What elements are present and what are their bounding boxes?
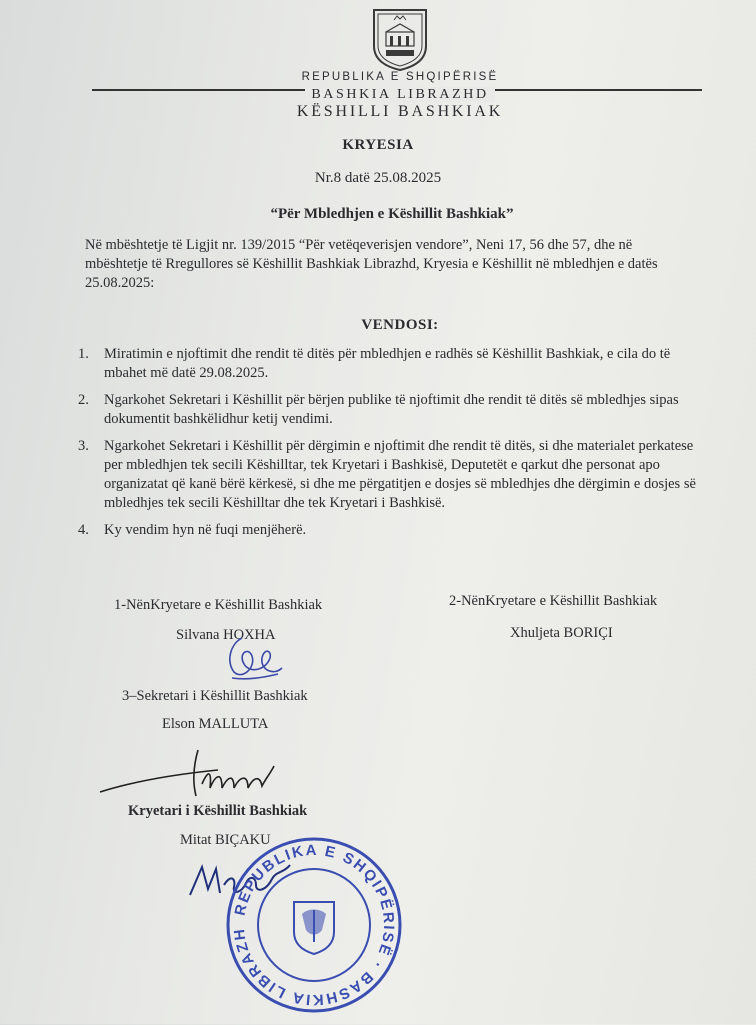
decision-title: VENDOSI: (361, 317, 439, 333)
preamble-paragraph: Në mbështetje të Ligjit nr. 139/2015 “Për vetëqeverisjen vendore”, Neni 17, 56 dhe 57, dhe në mbështetje të Rregullores së Këshillit Bashkiak Librazhd, Kryesia e Këshillit në mbledhjen e datës 25.08.2025: (85, 237, 658, 291)
document-subject: “Për Mbledhjen e Këshillit Bashkiak” (270, 206, 514, 222)
official-stamp (224, 830, 404, 1020)
country-name: REPUBLIKA E SHQIPËRISË (301, 71, 499, 83)
municipality-emblem (366, 6, 434, 72)
decision-list (78, 345, 698, 548)
chair-title: Kryetari i Këshillit Bashkiak (128, 803, 308, 819)
deputy-chair-1-title: 1-NënKryetare e Këshillit Bashkiak (114, 597, 323, 613)
deputy-chair-2-name: Xhuljeta BORIÇI (510, 625, 613, 641)
deputy-chair-1-name: Silvana HOXHA (176, 627, 276, 643)
list-item: 2. Ngarkohet Sekretari i Këshillit për bërjen publike të njoftimit dhe rendit të ditës së mbledhjes sipas dokumentit bashkëlidhur ketij vendimi. (78, 392, 679, 427)
signature-scribble-2 (98, 740, 298, 810)
secretary-title: 3–Sekretari i Këshillit Bashkiak (122, 688, 308, 704)
municipality-name: BASHKIA LIBRAZHD (0, 87, 756, 103)
document-number: Nr.8 datë 25.08.2025 (314, 170, 442, 186)
list-item: 1. Miratimin e njoftimit dhe rendit të ditës për mbledhjen e radhës së Këshillit Bashkiak, e cila do të mbahet më datë 29.08.2025. (78, 346, 671, 381)
list-item: 3. Ngarkohet Sekretari i Këshillit për dërgimin e njoftimit dhe rendit të ditës, si dhe materialet perkatese per mbledhjen tek secili Këshilltar, tek Kryetari i Bashkisë, Deputetët e qarkut dhe personat apo organizatat që kanë bërë kërkesë, si dhe me përgatitjen e dosjes së mbledhjes dhe dërgimin e dosjes së mbledhjes tek secili Këshilltar dhe tek Kryetari i Bashkisë. (78, 438, 696, 511)
council-name: KËSHILLI BASHKIAK (296, 103, 504, 120)
document-heading: KRYESIA (342, 137, 414, 153)
stamp-ring-text: REPUBLIKA E SHQIPËRISË · BASHKIA LIBRAZH (230, 841, 398, 1009)
list-item: 4. Ky vendim hyn në fuqi menjëherë. (78, 522, 307, 538)
deputy-chair-2-title: 2-NënKryetare e Këshillit Bashkiak (449, 593, 658, 609)
signature-scribble-1 (212, 628, 292, 690)
chair-name: Mitat BIÇAKU (180, 832, 271, 848)
secretary-name: Elson MALLUTA (162, 716, 269, 732)
